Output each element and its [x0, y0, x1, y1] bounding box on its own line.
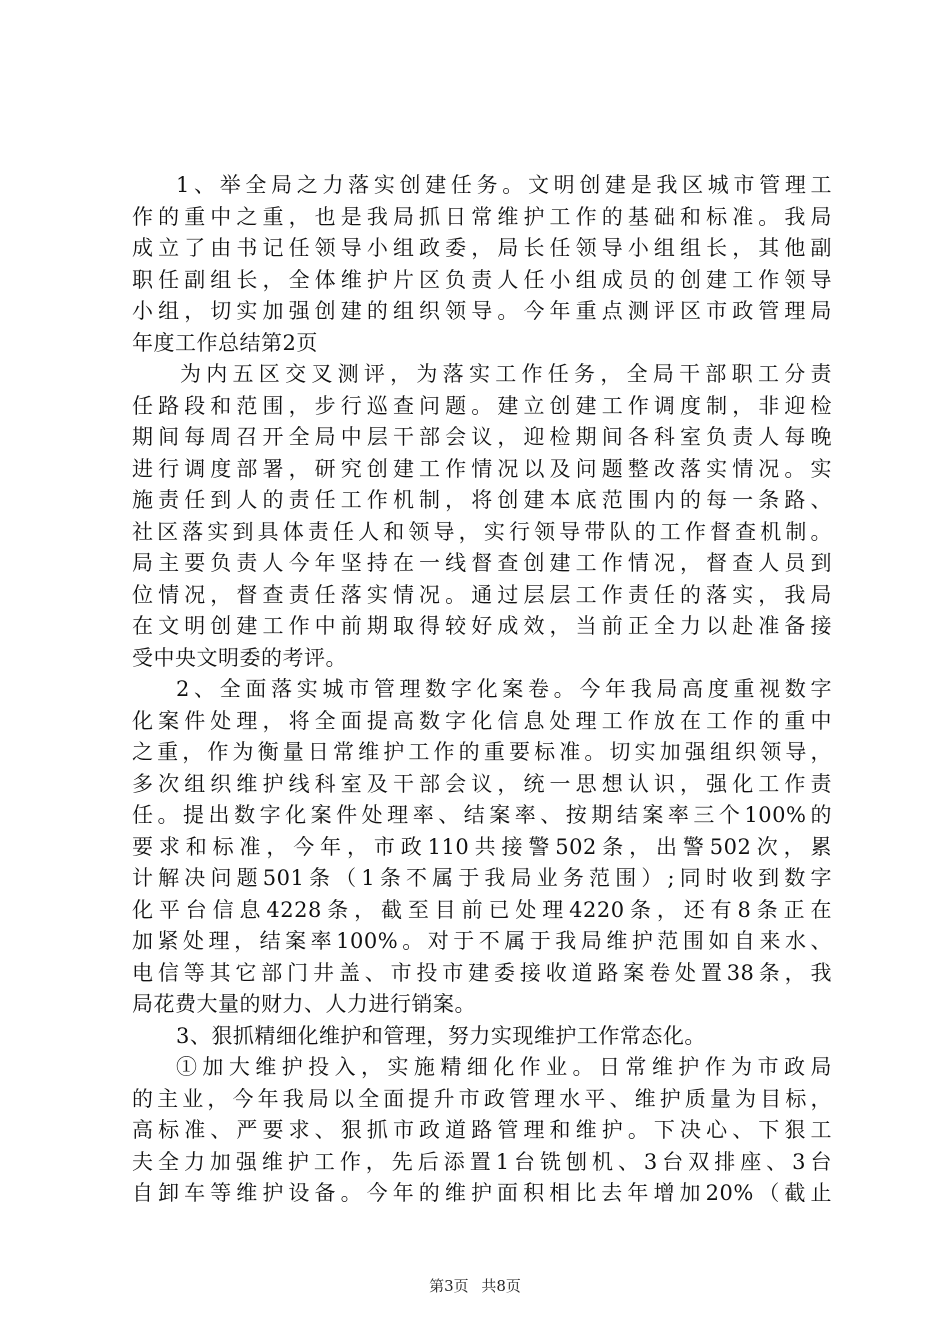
- text-line: 小组，切实加强创建的组织领导。今年重点测评区市政管理局: [132, 299, 832, 323]
- text-line: 2、全面落实城市管理数字化案卷。今年我局高度重视数字: [176, 677, 832, 701]
- text-line: 化案件处理，将全面提高数字化信息处理工作放在工作的重中: [132, 708, 832, 733]
- text-line: 化平台信息4228条，截至目前已处理4220条，还有8条正在: [132, 897, 832, 922]
- page-total: 共8页: [481, 1277, 521, 1295]
- text-line: 要求和标准，今年，市政110共接警502条，出警502次，累: [132, 834, 832, 859]
- text-line: 加紧处理，结案率100%。对于不属于我局维护范围如自来水、: [132, 929, 832, 953]
- text-line: 期间每周召开全局中层干部会议，迎检期间各科室负责人每晚: [132, 425, 832, 449]
- text-line: 局花费大量的财力、人力进行销案。: [132, 992, 476, 1016]
- text-line: 年度工作总结第2页: [132, 330, 318, 355]
- text-line: 之重，作为衡量日常维护工作的重要标准。切实加强组织领导，: [132, 740, 832, 764]
- text-line: 进行调度部署，研究创建工作情况以及问题整改落实情况。实: [132, 456, 832, 481]
- text-line: 任。提出数字化案件处理率、结案率、按期结案率三个100%的: [132, 803, 832, 827]
- text-line: 社区落实到具体责任人和领导，实行领导带队的工作督查机制。: [132, 519, 832, 544]
- text-line: 在文明创建工作中前期取得较好成效，当前正全力以赴准备接: [132, 614, 832, 638]
- text-line: 计解决问题501条（1条不属于我局业务范围）;同时收到数字: [132, 866, 832, 890]
- text-line: 3、狠抓精细化维护和管理，努力实现维护工作常态化。: [176, 1023, 706, 1048]
- text-line: 的主业，今年我局以全面提升市政管理水平、维护质量为目标，: [132, 1086, 832, 1111]
- text-line: 电信等其它部门井盖、市投市建委接收道路案卷处置38条，我: [132, 960, 832, 985]
- text-line: 高标准、严要求、狠抓市政道路管理和维护。下决心、下狠工: [132, 1118, 832, 1142]
- text-line: 局主要负责人今年坚持在一线督查创建工作情况，督查人员到: [132, 551, 832, 575]
- text-line: 多次组织维护线科室及干部会议，统一思想认识，强化工作责: [132, 771, 832, 796]
- text-line: 任路段和范围，步行巡查问题。建立创建工作调度制，非迎检: [132, 393, 832, 418]
- page-footer: [0, 1276, 950, 1296]
- document-body: [132, 170, 832, 1210]
- text-line: 作的重中之重，也是我局抓日常维护工作的基础和标准。我局: [132, 204, 832, 229]
- page-number: 第3页: [429, 1277, 469, 1295]
- text-line: 自卸车等维护设备。今年的维护面积相比去年增加20%（截止: [132, 1181, 832, 1205]
- text-line: 成立了由书记任领导小组政委，局长任领导小组组长，其他副: [132, 236, 832, 260]
- text-line: 1、举全局之力落实创建任务。文明创建是我区城市管理工: [176, 173, 832, 197]
- text-line: 为内五区交叉测评，为落实工作任务，全局干部职工分责: [180, 362, 832, 386]
- text-line: 受中央文明委的考评。: [132, 645, 347, 670]
- text-line: 施责任到人的责任工作机制，将创建本底范围内的每一条路、: [132, 488, 832, 512]
- text-line: 夫全力加强维护工作，先后添置1台铣刨机、3台双排座、3台: [132, 1149, 832, 1174]
- text-line: 职任副组长，全体维护片区负责人任小组成员的创建工作领导: [132, 267, 832, 292]
- text-line: ①加大维护投入，实施精细化作业。日常维护作为市政局: [176, 1055, 832, 1079]
- text-line: 位情况，督查责任落实情况。通过层层工作责任的落实，我局: [132, 582, 832, 607]
